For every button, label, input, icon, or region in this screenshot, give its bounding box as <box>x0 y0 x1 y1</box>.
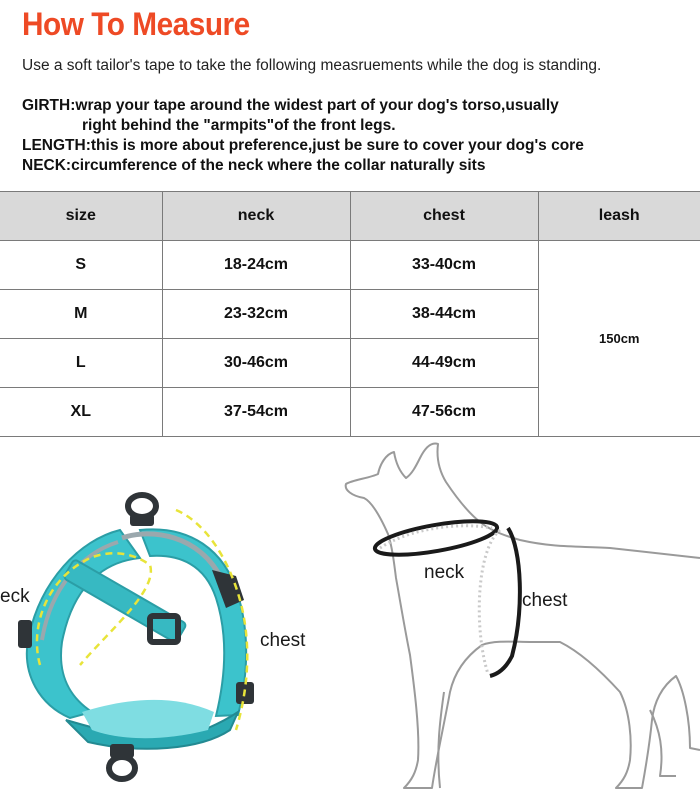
girth-text: wrap your tape around the widest part of your dog's torso,usually <box>75 97 559 114</box>
size-cell: L <box>0 339 162 388</box>
harness-image <box>18 495 254 779</box>
neck-text: circumference of the neck where the collar naturally sits <box>71 157 486 174</box>
dog-neck-measure-icon <box>373 514 500 561</box>
girth-definition <box>22 96 584 116</box>
intro-text: Use a soft tailor's tape to take the following measruements while the dog is standing. <box>22 57 602 74</box>
left-buckle-icon <box>18 620 32 648</box>
bottom-d-ring-icon <box>109 757 135 779</box>
measurement-illustration <box>0 430 700 804</box>
measurement-definitions <box>22 96 584 176</box>
dog-outline-image <box>346 444 700 788</box>
size-cell: M <box>0 290 162 339</box>
illustration-graphics <box>0 430 700 804</box>
header-neck: neck <box>162 192 350 241</box>
size-chart-table <box>0 191 700 437</box>
table-row <box>0 241 700 290</box>
girth-key: GIRTH: <box>22 97 76 114</box>
dog-neck-label: neck <box>424 562 465 583</box>
neck-cell: 30-46cm <box>162 339 350 388</box>
top-d-ring-icon <box>128 495 156 517</box>
neck-key: NECK: <box>22 157 72 174</box>
chest-cell: 47-56cm <box>350 388 538 437</box>
length-key: LENGTH: <box>22 137 91 154</box>
chest-cell: 44-49cm <box>350 339 538 388</box>
neck-cell: 37-54cm <box>162 388 350 437</box>
leash-cell: 150cm <box>538 241 700 437</box>
neck-cell: 23-32cm <box>162 290 350 339</box>
neck-definition <box>22 156 584 176</box>
dog-chest-measure-icon <box>490 528 520 676</box>
chest-cell: 38-44cm <box>350 290 538 339</box>
chest-cell: 33-40cm <box>350 241 538 290</box>
header-size: size <box>0 192 162 241</box>
size-cell: XL <box>0 388 162 437</box>
table-header-row <box>0 192 700 241</box>
length-text: this is more about preference,just be sure to cover your dog's core <box>90 137 584 154</box>
length-definition <box>22 136 584 156</box>
girth-definition-cont: right behind the "armpits"of the front legs. <box>82 117 396 134</box>
header-chest: chest <box>350 192 538 241</box>
page-title: How To Measure <box>22 6 250 42</box>
neck-cell: 18-24cm <box>162 241 350 290</box>
dog-chest-label: chest <box>522 590 568 611</box>
harness-neck-label: eck <box>0 586 30 607</box>
harness-chest-label: chest <box>260 630 306 651</box>
header-leash: leash <box>538 192 700 241</box>
size-cell: S <box>0 241 162 290</box>
